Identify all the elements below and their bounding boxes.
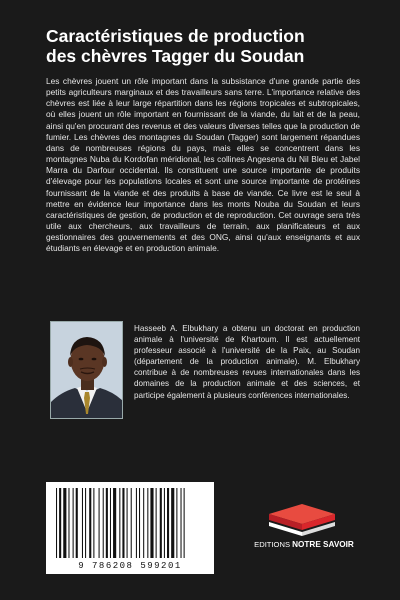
book-description: Les chèvres jouent un rôle important dans la subsistance d'une grande partie des petits agriculteurs marginaux et des travailleurs sans terre. L'importance relative des chèvres est liée à leur large répartition dans les régions tropicales et subtropicales, où elles jouent un rôle important en fournissant de la viande, du lait et de la peau, ainsi qu'en procurant des revenus et des valeurs diverses telles que la production de fumier. Les chèvres des montagnes du Soudan (Tagger) sont largement répandues dans de nombreuses régions du pays, mais elles se concentrent dans les montagnes Nuba du Kordofan méridional, les collines Angesena du Nil Bleu et Jabel Marra du Darfour occidental. Ils constituent une source importante de produits d'élevage pour les populations locales et sont une source importante de protéines fournissant de la viande et des produits à base de viande. Ce livre est le seul à mettre en évidence leur importance dans les monts Nouba du Soudan et leurs caractéristiques de gestion, de production et de reproduction. Cet ouvrage sera très utile aux chercheurs, aux travailleurs de terrain, aux planificateurs et aux gestionnaires des gouvernements et des ONG, ainsi qu'aux enseignants et aux étudiants en élevage et en production animale. (46, 76, 360, 254)
publisher-brand: NOTRE SAVOIR (292, 540, 354, 549)
book-title-line-1: Caractéristiques de production (46, 26, 305, 46)
isbn-barcode (46, 482, 214, 574)
author-photo (50, 321, 123, 419)
publisher-prefix: EDITIONS (254, 540, 293, 549)
isbn-number: 9 786208 599201 (78, 561, 182, 571)
barcode-bars (52, 488, 208, 558)
author-portrait-icon (51, 322, 123, 419)
book-title-line-2: des chèvres Tagger du Soudan (46, 46, 305, 66)
author-bio: Hasseeb A. Elbukhary a obtenu un doctorat en production animale à l'université de Khartoum. Il est actuellement professeur associé à l'université de la Paix, au Soudan (département de la production animale). M. Elbukhary contribue à de nombreuses revues internationales dans les domaines de la production animale et des sciences, et participe également à plusieurs conférences internationales. (134, 324, 360, 400)
publisher-name (244, 540, 364, 549)
book-title (46, 26, 366, 66)
books-stack-logo-icon (257, 500, 347, 538)
